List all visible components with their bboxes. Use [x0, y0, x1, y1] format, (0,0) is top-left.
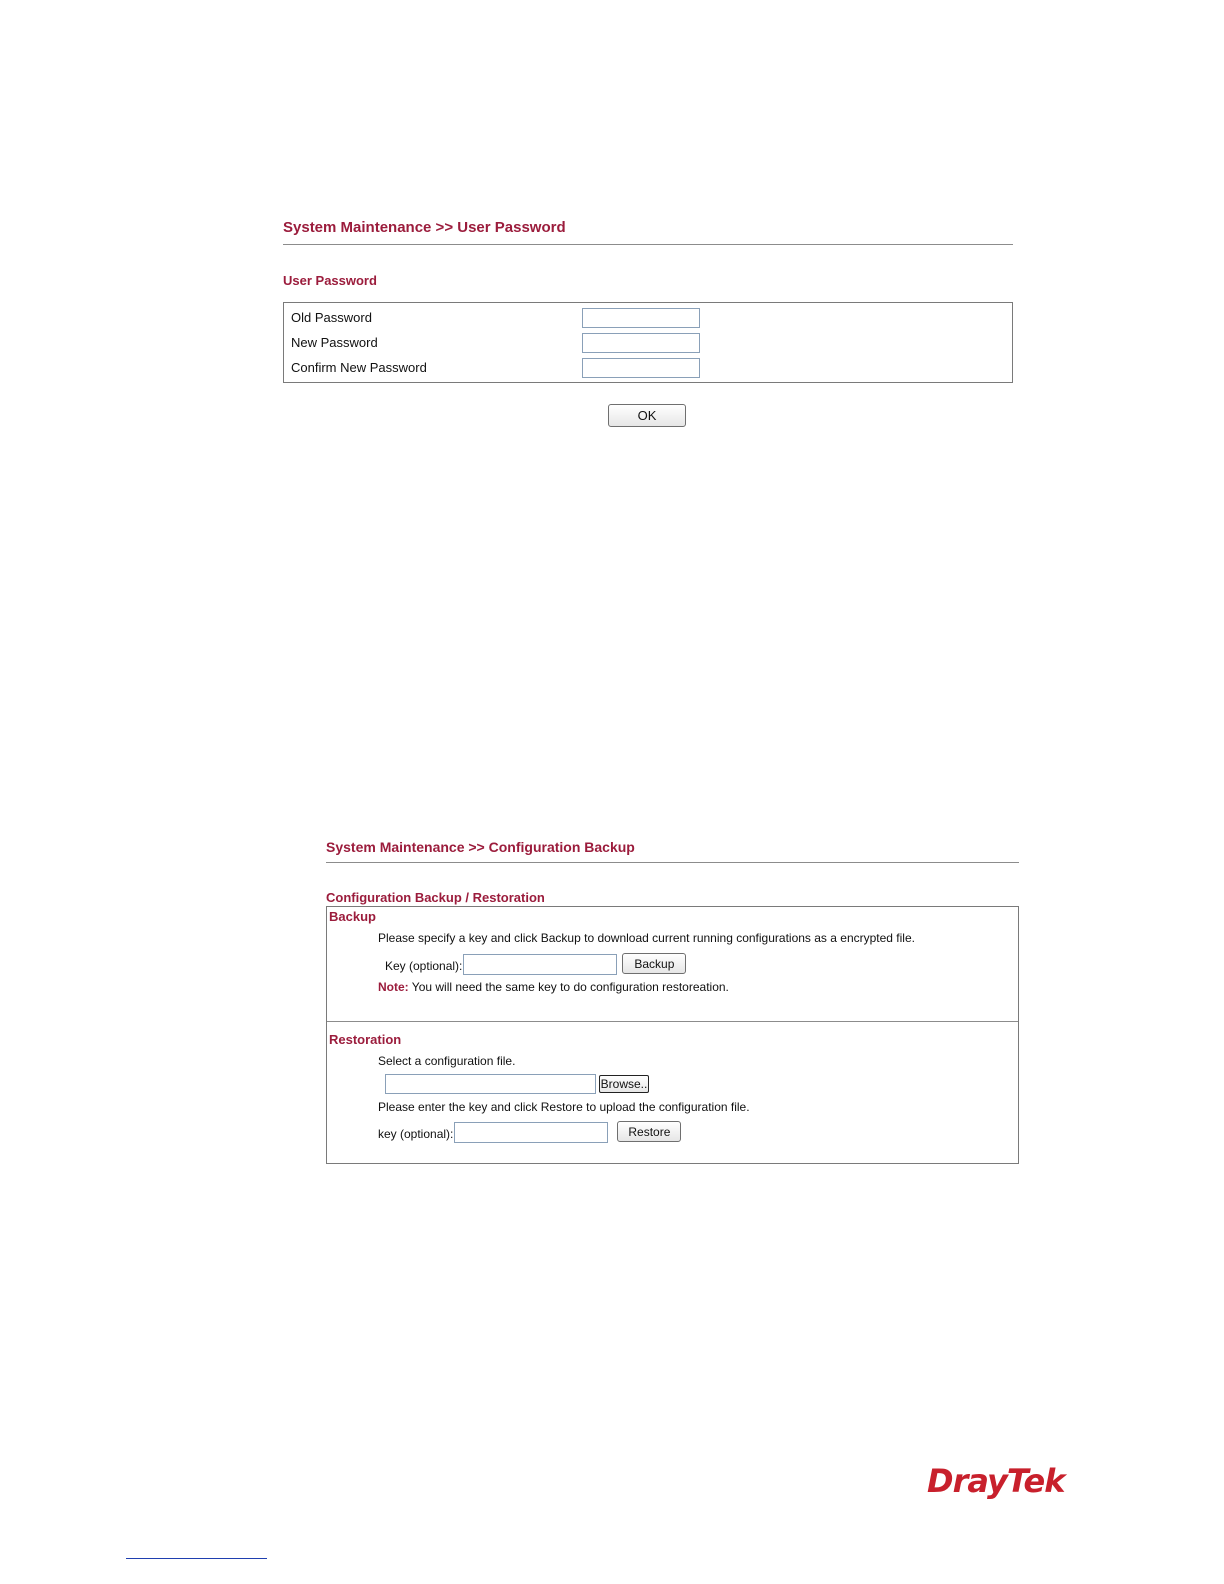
section-title: Configuration Backup / Restoration [326, 890, 545, 905]
config-backup-panel [326, 835, 1019, 1164]
logo-part-dray: Dray [927, 1462, 1007, 1500]
config-box [326, 906, 1019, 1164]
old-password-row [284, 305, 1012, 330]
new-password-input[interactable] [582, 333, 700, 353]
page-title: System Maintenance >> User Password [283, 216, 1013, 245]
restoration-section [327, 1022, 1018, 1163]
restoration-title: Restoration [329, 1032, 402, 1047]
note-text: You will need the same key to do configuration restoreation. [408, 980, 729, 994]
backup-title: Backup [329, 909, 376, 924]
restore-button[interactable]: Restore [617, 1121, 681, 1142]
backup-button[interactable]: Backup [622, 953, 686, 974]
restore-key-input[interactable] [454, 1122, 608, 1143]
ok-button-container [283, 404, 1013, 427]
section-title: User Password [283, 273, 377, 288]
restore-key-label: key (optional): [378, 1127, 454, 1141]
old-password-label: Old Password [291, 310, 372, 325]
restore-key-line [327, 1120, 1018, 1143]
backup-note [327, 979, 1018, 995]
file-path-input[interactable] [385, 1074, 596, 1094]
draytek-logo [927, 1462, 1065, 1500]
confirm-password-label: Confirm New Password [291, 360, 427, 375]
user-password-panel [283, 216, 1013, 427]
browse-button[interactable]: Browse.. [600, 1077, 648, 1091]
backup-key-input[interactable] [463, 954, 617, 975]
ok-button[interactable]: OK [608, 404, 686, 427]
file-select-line [327, 1074, 1018, 1094]
restoration-select-text: Select a configuration file. [378, 1054, 516, 1068]
new-password-label: New Password [291, 335, 378, 350]
logo-part-tek: Tek [1006, 1462, 1065, 1500]
backup-key-label: Key (optional): [385, 959, 463, 973]
password-form-table [283, 302, 1013, 383]
restoration-instruction: Please enter the key and click Restore to upload the configuration file. [378, 1100, 750, 1114]
backup-instruction: Please specify a key and click Backup to download current running configurations as a encrypted file. [378, 931, 915, 945]
page-title: System Maintenance >> Configuration Backup [326, 835, 1019, 863]
confirm-password-input[interactable] [582, 358, 700, 378]
old-password-input[interactable] [582, 308, 700, 328]
new-password-row [284, 330, 1012, 355]
note-label: Note: [378, 980, 409, 994]
backup-section [327, 908, 1018, 1022]
footer-link-underline [126, 1558, 267, 1559]
backup-key-line [327, 952, 1018, 975]
confirm-password-row [284, 355, 1012, 380]
